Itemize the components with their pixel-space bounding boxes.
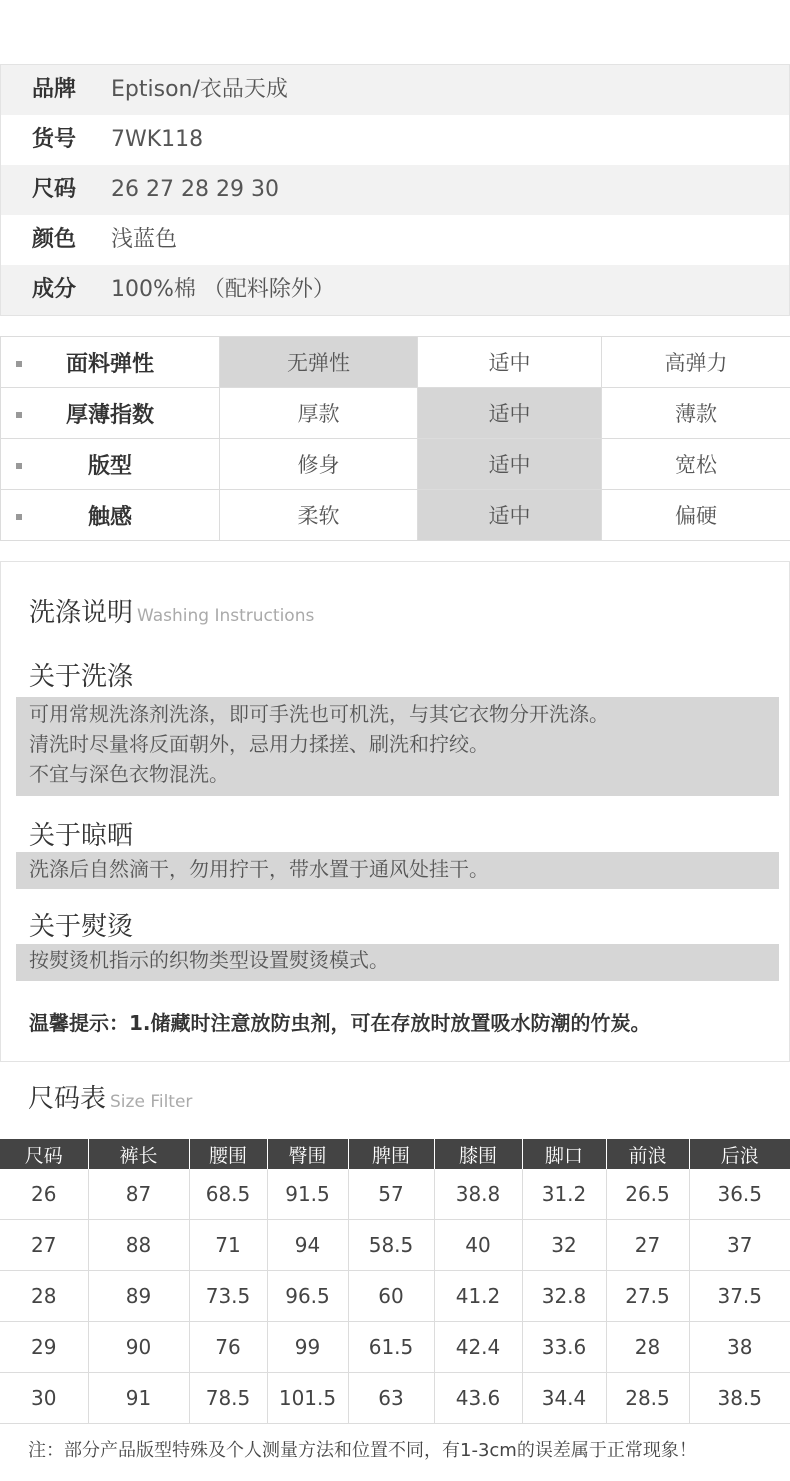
size-cell: 42.4 <box>434 1322 522 1373</box>
size-cell: 37.5 <box>689 1271 790 1322</box>
size-cell: 33.6 <box>522 1322 606 1373</box>
size-cell: 91 <box>88 1373 189 1424</box>
washing-title-cn: 洗涤说明 <box>29 598 134 628</box>
bullet-icon <box>16 514 22 520</box>
size-table <box>0 1139 790 1424</box>
section-title-ironing: 关于熨烫 <box>29 912 134 942</box>
table-row <box>0 1373 790 1424</box>
size-cell: 96.5 <box>267 1271 348 1322</box>
size-cell: 101.5 <box>267 1373 348 1424</box>
storage-tip: 温馨提示：1.储藏时注意放防虫剂，可在存放时放置吸水防潮的竹炭。 <box>29 1011 651 1035</box>
attr-option: 薄款 <box>602 388 790 439</box>
attr-option-selected: 适中 <box>418 388 602 439</box>
info-value: 浅蓝色 <box>111 227 178 252</box>
size-cell: 27.5 <box>606 1271 689 1322</box>
attr-option: 修身 <box>220 439 418 490</box>
attr-row-fit <box>1 439 790 490</box>
size-header: 臀围 <box>267 1139 348 1169</box>
size-cell: 94 <box>267 1220 348 1271</box>
table-row <box>0 1220 790 1271</box>
size-header-row <box>0 1139 790 1169</box>
size-header: 后浪 <box>689 1139 790 1169</box>
info-row-brand <box>1 65 789 115</box>
bullet-icon <box>16 412 22 418</box>
size-cell: 38.8 <box>434 1169 522 1220</box>
size-title-cn: 尺码表 <box>28 1084 107 1114</box>
size-header: 腰围 <box>189 1139 267 1169</box>
attr-label-cell <box>1 439 220 490</box>
size-cell: 78.5 <box>189 1373 267 1424</box>
info-row-color <box>1 215 789 265</box>
size-cell: 38 <box>689 1322 790 1373</box>
size-cell: 76 <box>189 1322 267 1373</box>
table-row <box>0 1271 790 1322</box>
size-header: 脾围 <box>348 1139 434 1169</box>
attr-option-selected: 适中 <box>418 490 602 541</box>
size-cell: 29 <box>0 1322 88 1373</box>
size-cell: 31.2 <box>522 1169 606 1220</box>
size-cell: 28 <box>0 1271 88 1322</box>
size-table-title <box>28 1078 192 1115</box>
attr-label: 面料弹性 <box>65 351 154 377</box>
attr-option: 适中 <box>418 337 602 388</box>
section-body-washing <box>16 697 779 796</box>
info-value: Eptison/衣品天成 <box>111 77 288 102</box>
section-body-ironing <box>16 944 779 981</box>
size-cell: 91.5 <box>267 1169 348 1220</box>
attr-row-elasticity <box>1 337 790 388</box>
size-header: 膝围 <box>434 1139 522 1169</box>
size-cell: 87 <box>88 1169 189 1220</box>
size-cell: 60 <box>348 1271 434 1322</box>
attr-option: 厚款 <box>220 388 418 439</box>
attr-option-selected: 无弹性 <box>220 337 418 388</box>
size-header: 裤长 <box>88 1139 189 1169</box>
section-line: 洗涤后自然滴干，勿用拧干，带水置于通风处挂干。 <box>29 857 489 881</box>
attr-row-thickness <box>1 388 790 439</box>
washing-instructions-panel <box>0 561 790 1062</box>
table-row <box>0 1169 790 1220</box>
size-cell: 58.5 <box>348 1220 434 1271</box>
size-cell: 36.5 <box>689 1169 790 1220</box>
size-cell: 57 <box>348 1169 434 1220</box>
size-cell: 26.5 <box>606 1169 689 1220</box>
size-header: 前浪 <box>606 1139 689 1169</box>
size-cell: 89 <box>88 1271 189 1322</box>
attr-label: 触感 <box>87 504 132 530</box>
washing-title-en: Washing Instructions <box>137 606 315 626</box>
measurement-note: 注：部分产品版型特殊及个人测量方法和位置不同，有1-3cm的误差属于正常现象！ <box>28 1440 697 1461</box>
attr-option: 偏硬 <box>602 490 790 541</box>
bullet-icon <box>16 361 22 367</box>
info-row-item-number <box>1 115 789 165</box>
info-label: 货号 <box>32 127 77 152</box>
section-title-washing: 关于洗涤 <box>29 662 134 692</box>
size-cell: 27 <box>606 1220 689 1271</box>
section-line: 可用常规洗涤剂洗涤，即可手洗也可机洗，与其它衣物分开洗涤。 <box>29 702 609 726</box>
section-line: 清洗时尽量将反面朝外，忌用力揉搓、刷洗和拧绞。 <box>29 732 489 756</box>
attr-option-selected: 适中 <box>418 439 602 490</box>
size-cell: 68.5 <box>189 1169 267 1220</box>
size-cell: 28.5 <box>606 1373 689 1424</box>
attr-label-cell <box>1 490 220 541</box>
size-cell: 41.2 <box>434 1271 522 1322</box>
section-body-drying <box>16 852 779 889</box>
size-cell: 73.5 <box>189 1271 267 1322</box>
size-cell: 26 <box>0 1169 88 1220</box>
size-cell: 34.4 <box>522 1373 606 1424</box>
info-value: 100%棉 （配料除外） <box>111 277 335 302</box>
info-value: 7WK118 <box>111 127 204 152</box>
size-title-en: Size Filter <box>110 1092 193 1112</box>
size-cell: 61.5 <box>348 1322 434 1373</box>
info-row-size <box>1 165 789 215</box>
section-line: 按熨烫机指示的织物类型设置熨烫模式。 <box>29 948 389 972</box>
size-header: 脚口 <box>522 1139 606 1169</box>
section-title-drying: 关于晾晒 <box>29 821 134 851</box>
size-cell: 27 <box>0 1220 88 1271</box>
size-cell: 90 <box>88 1322 189 1373</box>
size-header: 尺码 <box>0 1139 88 1169</box>
table-row <box>0 1322 790 1373</box>
product-info-panel <box>0 64 790 316</box>
attr-label-cell <box>1 337 220 388</box>
info-label: 品牌 <box>32 77 77 102</box>
size-cell: 37 <box>689 1220 790 1271</box>
size-cell: 32 <box>522 1220 606 1271</box>
attribute-grid <box>0 336 790 541</box>
attr-label: 版型 <box>87 453 132 479</box>
size-cell: 40 <box>434 1220 522 1271</box>
info-label: 颜色 <box>32 227 77 252</box>
size-cell: 88 <box>88 1220 189 1271</box>
size-cell: 38.5 <box>689 1373 790 1424</box>
size-cell: 71 <box>189 1220 267 1271</box>
attr-option: 宽松 <box>602 439 790 490</box>
info-label: 尺码 <box>32 177 77 202</box>
attr-option: 柔软 <box>220 490 418 541</box>
size-cell: 43.6 <box>434 1373 522 1424</box>
info-label: 成分 <box>32 277 77 302</box>
info-row-material <box>1 265 789 315</box>
size-cell: 28 <box>606 1322 689 1373</box>
attr-label-cell <box>1 388 220 439</box>
size-cell: 99 <box>267 1322 348 1373</box>
attr-label: 厚薄指数 <box>65 402 154 428</box>
attr-row-touch <box>1 490 790 541</box>
section-line: 不宜与深色衣物混洗。 <box>29 762 229 786</box>
size-cell: 32.8 <box>522 1271 606 1322</box>
bullet-icon <box>16 463 22 469</box>
size-cell: 63 <box>348 1373 434 1424</box>
info-value: 26 27 28 29 30 <box>111 177 279 202</box>
washing-title <box>29 592 314 629</box>
size-cell: 30 <box>0 1373 88 1424</box>
attr-option: 高弹力 <box>602 337 790 388</box>
